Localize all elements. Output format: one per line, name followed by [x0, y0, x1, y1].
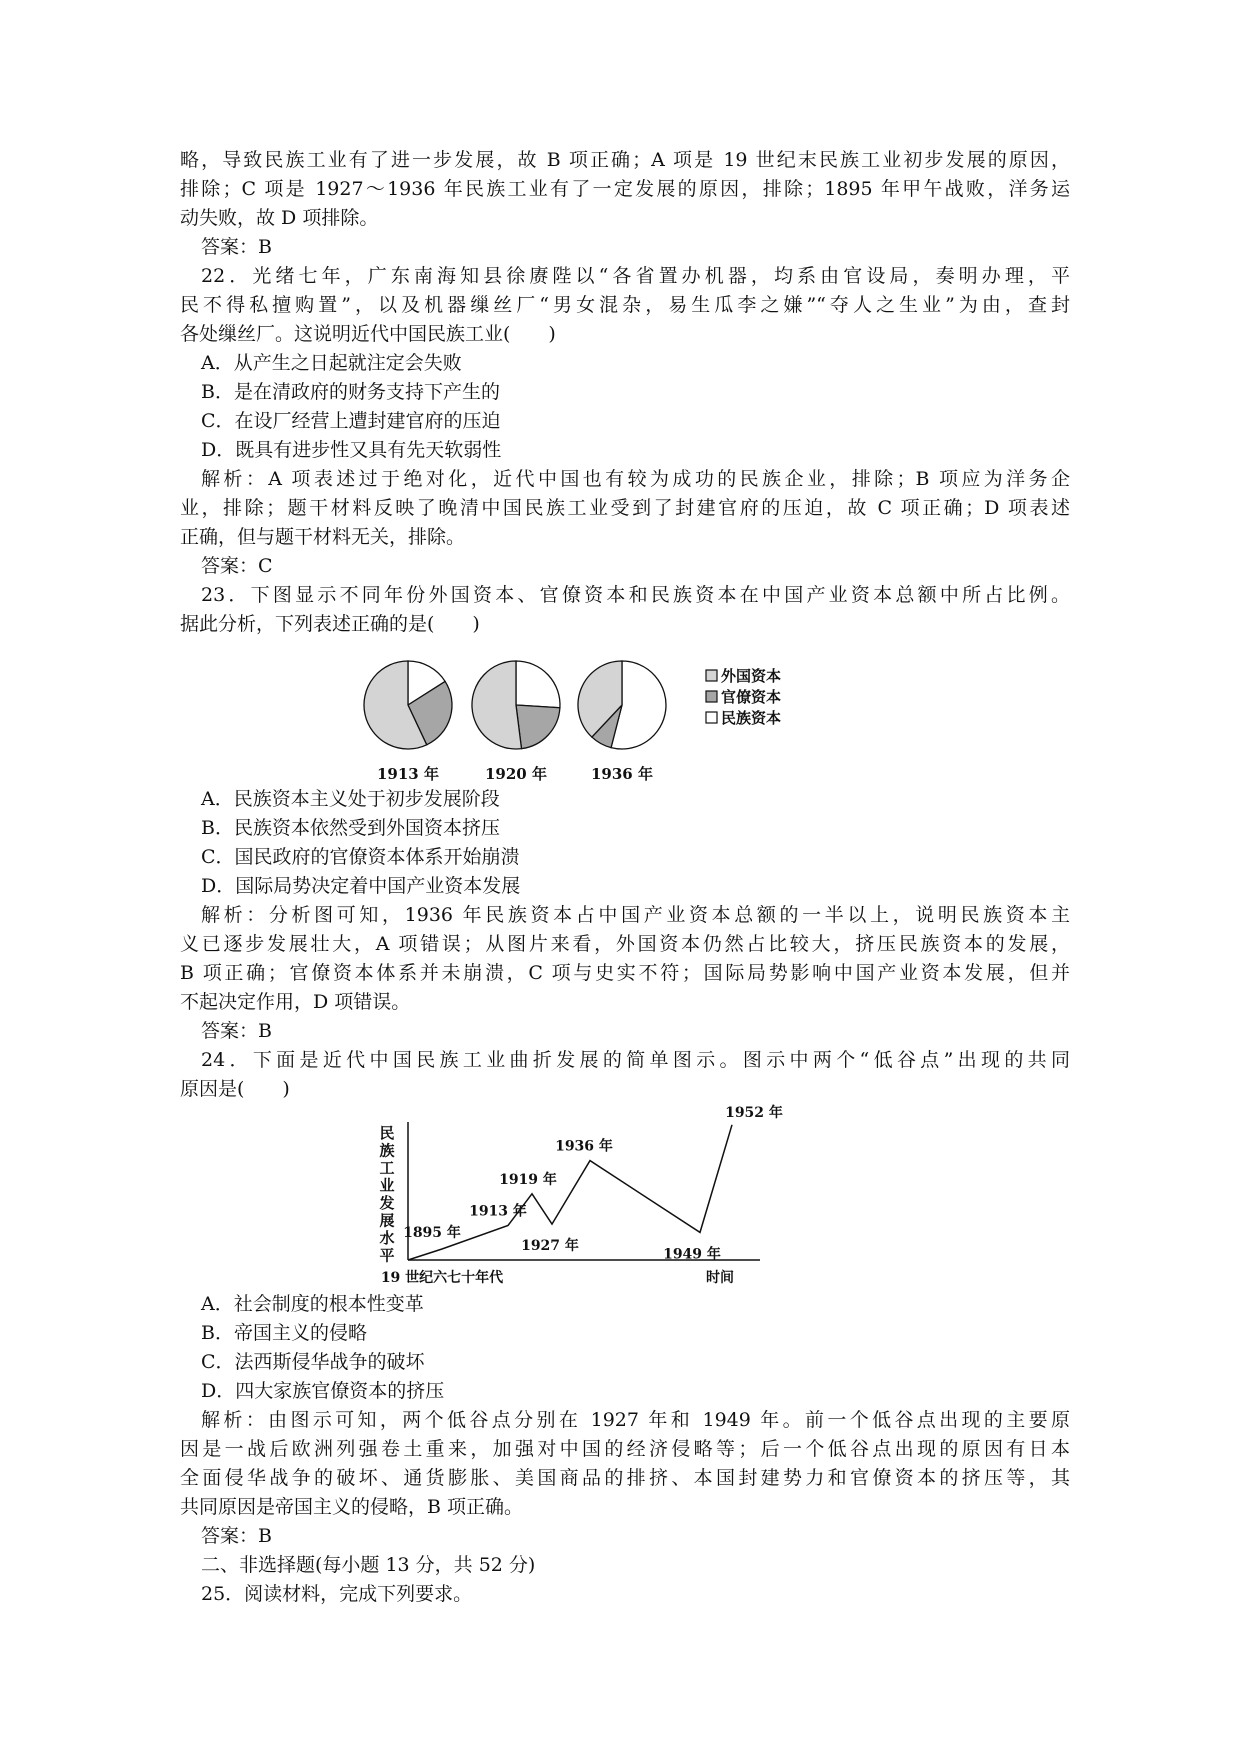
- option-d: D．国际局势决定着中国产业资本发展: [201, 875, 521, 897]
- option-b: B．帝国主义的侵略: [201, 1322, 367, 1344]
- y-axis-label-char: 族: [379, 1141, 395, 1160]
- document-page: [180, 146, 1070, 1609]
- y-axis-label-char: 业: [379, 1176, 395, 1195]
- pie-slice: [472, 661, 522, 749]
- pie-year-label: 1936 年: [591, 765, 653, 783]
- point-label: 1936 年: [555, 1138, 613, 1155]
- point-label: 1952 年: [725, 1104, 783, 1121]
- y-axis-label-char: 民: [379, 1124, 395, 1142]
- analysis: 共同原因是帝国主义的侵略，B 项正确。: [180, 1496, 524, 1518]
- y-axis-label-char: 工: [379, 1159, 395, 1177]
- pie-slice: [516, 661, 560, 708]
- option-a: A．社会制度的根本性变革: [201, 1293, 424, 1315]
- pie-year-label: 1913 年: [377, 765, 439, 783]
- question-stem: 原因是( ): [180, 1078, 290, 1100]
- option-d: D．既具有进步性又具有先天软弱性: [201, 439, 502, 461]
- analysis: B 项正确；官僚资本体系并未崩溃，C 项与史实不符；国际局势影响中国产业资本发展，但并: [180, 962, 1070, 984]
- pie-chart-figure: [180, 639, 1070, 785]
- option-c: C．国民政府的官僚资本体系开始崩溃: [201, 846, 520, 868]
- text-line: 略，导致民族工业有了进一步发展，故 B 项正确；A 项是 19 世纪末民族工业初步发展的原因，: [180, 149, 1070, 171]
- legend-label: 民族资本: [721, 709, 782, 727]
- question-22: [180, 262, 1070, 581]
- question-stem: 民不得私擅购置”，以及机器缫丝厂“男女混杂，易生瓜李之嫌”“夺人之生业”为由，查封: [180, 294, 1070, 316]
- analysis: 因是一战后欧洲列强卷土重来，加强对中国的经济侵略等；后一个低谷点出现的原因有日本: [180, 1438, 1070, 1460]
- y-axis-label-char: 发: [379, 1194, 395, 1212]
- point-label: 1919 年: [499, 1171, 557, 1188]
- question-23: [180, 581, 1070, 1046]
- pie-year-label: 1920 年: [485, 765, 547, 783]
- text-line: 排除；C 项是 1927～1936 年民族工业有了一定发展的原因，排除；1895 年甲午战败，洋务运: [180, 178, 1070, 200]
- analysis: 义已逐步发展壮大，A 项错误；从图片来看，外国资本仍然占比较大，挤压民族资本的发展，: [180, 933, 1070, 955]
- question-25-stem: 25．阅读材料，完成下列要求。: [201, 1583, 473, 1605]
- question-stem: 24．下面是近代中国民族工业曲折发展的简单图示。图示中两个“低谷点”出现的共同: [201, 1049, 1070, 1071]
- option-c: C．法西斯侵华战争的破坏: [201, 1351, 425, 1373]
- point-label: 1949 年: [663, 1246, 721, 1263]
- legend-swatch: [706, 691, 717, 702]
- q21-analysis-tail: [180, 146, 1070, 262]
- y-axis-label-char: 展: [379, 1211, 395, 1230]
- question-stem: 23．下图显示不同年份外国资本、官僚资本和民族资本在中国产业资本总额中所占比例。: [201, 584, 1070, 606]
- answer: 答案：B: [201, 1020, 272, 1042]
- option-d: D．四大家族官僚资本的挤压: [201, 1380, 445, 1402]
- option-a: A．民族资本主义处于初步发展阶段: [201, 788, 500, 810]
- question-stem: 22．光绪七年，广东南海知县徐赓陛以“各省置办机器，均系由官设局，奏明办理，平: [201, 265, 1070, 287]
- x-axis-label: 时间: [706, 1270, 734, 1286]
- analysis: 解析：A 项表述过于绝对化，近代中国也有较为成功的民族企业，排除；B 项应为洋务企: [201, 468, 1070, 490]
- option-a: A．从产生之日起就注定会失败: [201, 352, 462, 374]
- section-heading: 二、非选择题(每小题 13 分，共 52 分): [201, 1554, 536, 1576]
- text-line: 动失败，故 D 项排除。: [180, 207, 379, 229]
- point-label: 1927 年: [521, 1238, 579, 1255]
- y-axis-label-char: 水: [379, 1229, 395, 1247]
- legend-swatch: [706, 712, 717, 723]
- x-start-label: 19 世纪六七十年代: [380, 1270, 504, 1286]
- option-b: B．民族资本依然受到外国资本挤压: [201, 817, 500, 839]
- analysis: 正确，但与题干材料无关，排除。: [180, 526, 466, 548]
- analysis: 解析：由图示可知，两个低谷点分别在 1927 年和 1949 年。前一个低谷点出现的主要原: [201, 1409, 1070, 1431]
- legend-label: 外国资本: [721, 667, 782, 685]
- analysis: 全面侵华战争的破坏、通货膨胀、美国商品的排挤、本国封建势力和官僚资本的挤压等，其: [180, 1467, 1070, 1489]
- analysis: 解析：分析图可知，1936 年民族资本占中国产业资本总额的一半以上，说明民族资本主: [201, 904, 1070, 926]
- answer: 答案：B: [201, 1525, 272, 1547]
- answer: 答案：C: [201, 555, 273, 577]
- point-label: 1895 年: [403, 1224, 461, 1241]
- question-24: [180, 1046, 1070, 1551]
- development-line-chart: [180, 1104, 1070, 1290]
- pie-slice: [516, 705, 560, 749]
- question-stem: 据此分析，下列表述正确的是( ): [180, 613, 480, 635]
- option-b: B．是在清政府的财务支持下产生的: [201, 381, 500, 403]
- point-label: 1913 年: [469, 1203, 527, 1220]
- option-c: C．在设厂经营上遭封建官府的压迫: [201, 410, 501, 432]
- legend-swatch: [706, 670, 717, 681]
- question-stem: 各处缫丝厂。这说明近代中国民族工业( ): [180, 323, 556, 345]
- answer: 答案：B: [201, 236, 272, 258]
- pie-charts: [180, 639, 1070, 785]
- analysis: 业，排除；题干材料反映了晚清中国民族工业受到了封建官府的压迫，故 C 项正确；D 项表述: [180, 497, 1070, 519]
- y-axis-label-char: 平: [379, 1246, 395, 1265]
- analysis: 不起决定作用，D 项错误。: [180, 991, 411, 1013]
- legend-label: 官僚资本: [721, 688, 782, 706]
- line-chart-figure: [180, 1104, 1070, 1290]
